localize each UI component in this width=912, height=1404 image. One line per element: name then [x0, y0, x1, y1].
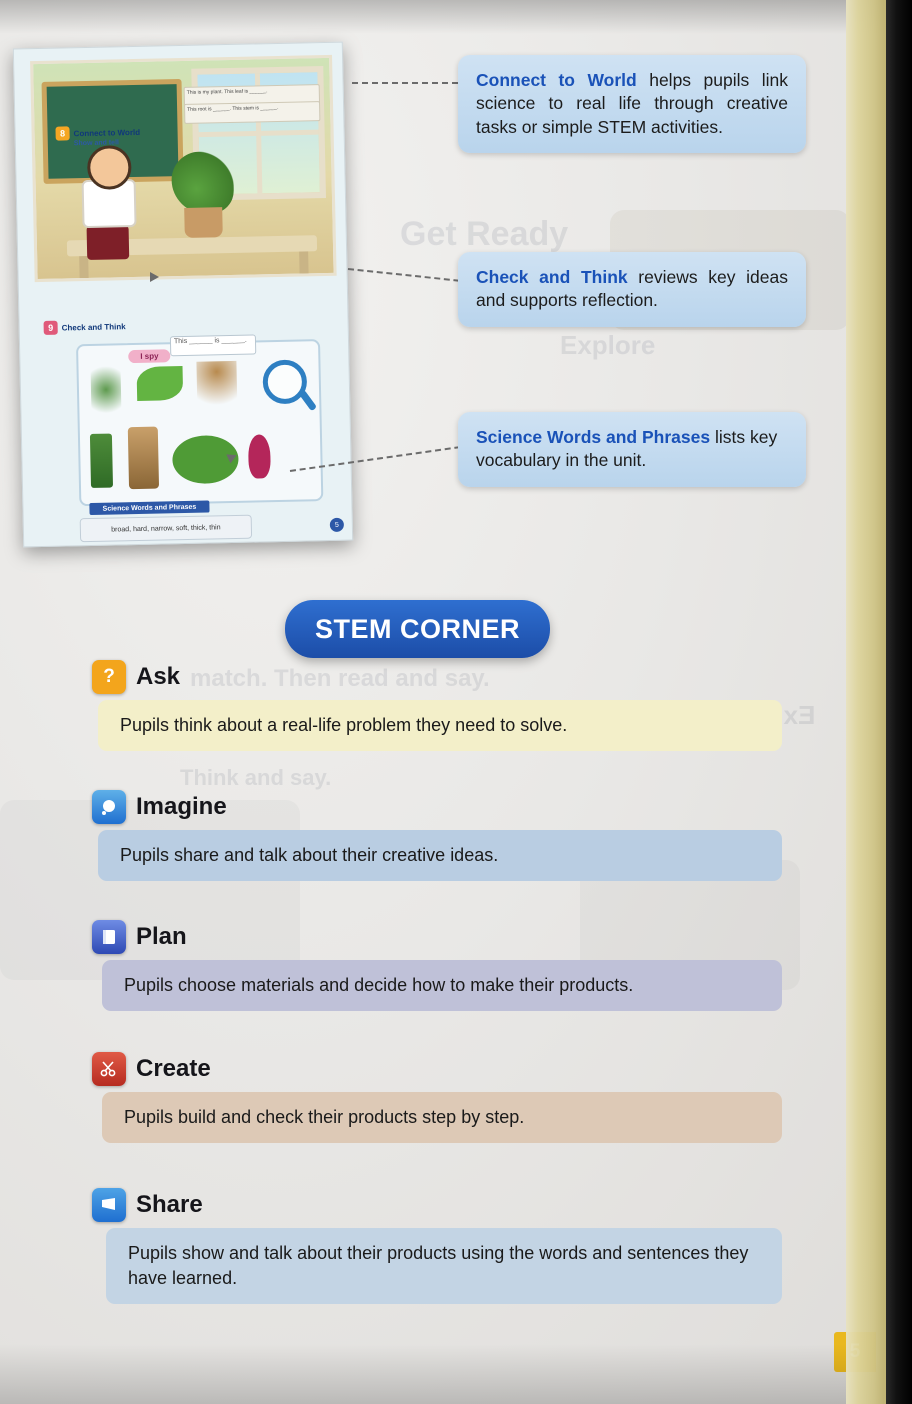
root-icon — [196, 361, 237, 414]
stem-step-create-title: Create — [136, 1055, 211, 1082]
question-mark-icon: ? — [92, 660, 126, 694]
section-number-badge: 8 — [55, 126, 69, 140]
book-page-thumbnail — [13, 42, 353, 548]
science-words-banner: Science Words and Phrases — [89, 500, 209, 515]
stem-step-plan — [88, 920, 750, 1011]
stem-step-imagine-body: Pupils share and talk about their creative ideas. — [98, 830, 782, 881]
megaphone-icon — [92, 1188, 126, 1222]
radish-icon — [248, 434, 271, 478]
ghost-text-line4: match. Then read and say. — [190, 665, 490, 692]
plant-leaves-icon — [171, 151, 234, 214]
plant-pot-icon — [184, 207, 223, 238]
leader-line-2 — [348, 268, 460, 282]
stem-step-ask-title: Ask — [136, 663, 181, 690]
callout-connect-to-world-text: helps pupils link science to real life through creative tasks or simple STEM activities. — [476, 70, 788, 137]
callout-check-and-think-text: reviews key ideas and supports reflection. — [476, 267, 788, 311]
scissors-icon — [92, 1052, 126, 1086]
stem-step-ask — [88, 660, 750, 751]
stem-step-share — [88, 1188, 750, 1304]
callout-check-and-think-title: Check and Think — [476, 267, 628, 287]
stem-step-share-body: Pupils show and talk about their products using the words and sentences they have learned. — [106, 1228, 782, 1304]
stem-step-share-title: Share — [136, 1191, 203, 1218]
callout-science-words — [458, 412, 806, 487]
leader-line-1 — [352, 82, 458, 84]
stem-step-imagine — [88, 790, 750, 881]
i-spy-pill: I spy — [128, 349, 170, 363]
notebook-icon — [92, 920, 126, 954]
speech-line-2: This root is ______. This stem is ______. — [184, 101, 320, 124]
callout-science-words-text: lists key vocabulary in the unit. — [476, 427, 778, 471]
callout-check-and-think — [458, 252, 806, 327]
page-top-shadow — [0, 0, 912, 34]
section-number-badge-2: 9 — [44, 321, 58, 335]
stem-step-imagine-title: Imagine — [136, 793, 227, 820]
thumbnail-check-and-think-tag — [44, 319, 126, 335]
check-and-think-label: Check and Think — [61, 321, 126, 333]
page-bottom-shadow — [0, 1344, 912, 1404]
stem-step-create — [88, 1052, 750, 1143]
speech-line-1: This is my plant. This leaf is ______. — [184, 84, 320, 107]
this-is-sentence-box: This ______ is ______. — [170, 334, 256, 356]
pupil-legs — [87, 225, 130, 260]
classroom-illustration — [30, 55, 337, 282]
connect-to-world-label: Connect to World — [73, 127, 141, 138]
stem-corner-banner: STEM CORNER — [285, 600, 550, 658]
trunk-icon — [128, 427, 159, 490]
science-words-list: broad, hard, narrow, soft, thick, thin — [80, 515, 252, 543]
leader-arrow-1 — [150, 272, 159, 282]
book-edge-dark — [886, 0, 912, 1404]
book-edge-yellow — [846, 0, 886, 1404]
callout-connect-to-world — [458, 55, 806, 153]
callout-connect-to-world-title: Connect to World — [476, 70, 637, 90]
callout-science-words-title: Science Words and Phrases — [476, 427, 711, 447]
connect-to-world-subtitle: Show and tell — [73, 139, 120, 148]
pine-icon — [90, 434, 113, 488]
check-and-think-panel — [76, 339, 323, 506]
ghost-text-line3: Think and say. — [180, 765, 332, 790]
ghost-text-line2: Get Ready — [400, 215, 569, 253]
stem-step-ask-body: Pupils think about a real-life problem they need to solve. — [98, 700, 782, 751]
stem-step-create-body: Pupils build and check their products step by step. — [102, 1092, 782, 1143]
leaf-icon — [137, 366, 184, 401]
sprig-icon — [90, 359, 121, 420]
ghost-text-line1b: Explore — [560, 330, 656, 360]
thought-bubble-icon — [92, 790, 126, 824]
thumbnail-connect-to-world-tag — [55, 125, 140, 141]
thumbnail-page-number: 5 — [330, 518, 344, 532]
stem-step-plan-body: Pupils choose materials and decide how to make their products. — [102, 960, 782, 1011]
stem-step-plan-title: Plan — [136, 923, 187, 950]
magnifier-handle-icon — [298, 389, 317, 411]
